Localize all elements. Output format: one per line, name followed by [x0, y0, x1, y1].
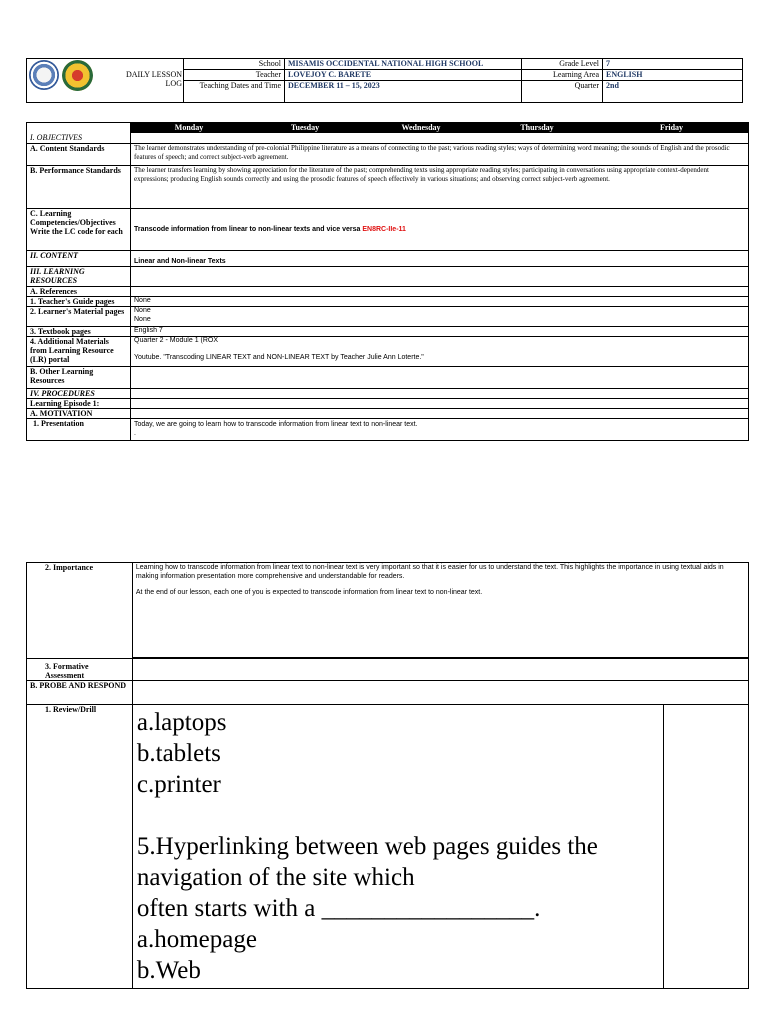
drill-line: often starts with a _________________.	[136, 895, 541, 922]
content-heading: II. CONTENT	[27, 251, 131, 267]
area-value: ENGLISH	[603, 70, 743, 81]
area-label: Learning Area	[522, 70, 603, 81]
drill-line: a.laptops	[136, 709, 227, 736]
additional-value-1: Quarter 2 - Module 1 (ROX	[134, 337, 219, 344]
dates-label: Teaching Dates and Time	[184, 81, 285, 103]
episode-label: Learning Episode 1:	[27, 399, 131, 409]
additional-values	[131, 337, 749, 367]
probe-label: B. PROBE AND RESPOND	[27, 681, 133, 705]
drill-cell	[132, 705, 663, 989]
grade-label: Grade Level	[522, 59, 603, 70]
dates-value: DECEMBER 11 – 15, 2023	[285, 81, 522, 103]
objectives-heading: I. OBJECTIVES	[27, 133, 131, 144]
textbook-pages-label: 3. Textbook pages	[27, 327, 131, 337]
tg-value: None	[131, 297, 749, 307]
drill-line	[137, 800, 659, 831]
motivation-label: A. MOTIVATION	[27, 409, 131, 419]
title-cell	[27, 59, 184, 103]
content-text: Linear and Non-linear Texts	[131, 251, 749, 267]
school-label: School	[184, 59, 285, 70]
drill-line: b.tablets	[136, 740, 221, 767]
drill-line: navigation of the site which	[136, 864, 415, 891]
days-header	[131, 123, 749, 133]
lm-values	[131, 307, 749, 327]
school-value: MISAMIS OCCIDENTAL NATIONAL HIGH SCHOOL	[285, 59, 522, 70]
day-friday: Friday	[659, 123, 684, 132]
lesson-table-continued	[26, 562, 749, 989]
day-wednesday: Wednesday	[401, 123, 441, 132]
textbook-value: English 7	[131, 327, 749, 337]
importance-text-1: Learning how to transcode information from linear text to non-linear text is very important so that it is easier for us to understand the text. This highlights the importance in using textual aids in making information presentation more comprehensive and understandable for readers.	[135, 564, 724, 580]
content-standards-label: A. Content Standards	[27, 144, 131, 166]
presentation-dot: .	[134, 429, 136, 437]
presentation-label: 1. Presentation	[27, 419, 131, 441]
quarter-value: 2nd	[603, 81, 743, 103]
competencies-cell	[131, 209, 749, 251]
importance-cell	[132, 563, 748, 658]
performance-standards-label: B. Performance Standards	[27, 166, 131, 209]
lm-value-2: None	[134, 315, 151, 323]
review-label: 1. Review/Drill	[27, 705, 133, 989]
lm-value-1: None	[134, 307, 151, 314]
procedures-heading: IV. PROCEDURES	[27, 389, 131, 399]
competencies-label: C. Learning Competencies/Objectives Write the LC code for each	[27, 209, 131, 251]
presentation-cell	[131, 419, 749, 441]
formative-label: 3. Formative Assessment	[27, 659, 133, 681]
tg-pages-label: 1. Teacher's Guide pages	[27, 297, 131, 307]
performance-standards-text: The learner transfers learning by showing appreciation for the literature of the past; comprehending texts using appropriate reading styles; participating in conversations using appropriate context-dependent expressions; producing English sounds correctly and using the prosodic features of speech effectively in various situations; and observing correct subject-verb agreement.	[131, 166, 749, 209]
drill-line: a.homepage	[136, 926, 257, 953]
quarter-label: Quarter	[522, 81, 603, 103]
additional-materials-label: 4. Additional Materials from Learning Resource (LR) portal	[27, 337, 131, 367]
lm-pages-label: 2. Learner's Material pages	[27, 307, 131, 327]
page-title: DAILY LESSON LOG	[125, 70, 182, 88]
importance-text-2: At the end of our lesson, each one of you is expected to transcode information from linear text to non-linear text.	[135, 589, 483, 596]
other-resources-label: B. Other Learning Resources	[27, 367, 131, 389]
learning-resources-heading: III. LEARNING RESOURCES	[27, 267, 131, 287]
grade-value: 7	[603, 59, 743, 70]
drill-line: c.printer	[136, 771, 221, 798]
day-tuesday: Tuesday	[290, 123, 320, 132]
teacher-label: Teacher	[184, 70, 285, 81]
header-table	[26, 58, 743, 103]
drill-line: b.Web	[136, 957, 201, 984]
day-thursday: Thursday	[520, 123, 554, 132]
drill-line: 5.Hyperlinking between web pages guides the	[136, 833, 598, 860]
competencies-code: EN8RC-IIe-11	[362, 226, 406, 233]
presentation-text: Today, we are going to learn how to transcode information from linear text to non-linear text.	[134, 421, 418, 428]
day-monday: Monday	[174, 123, 204, 132]
importance-label: 2. Importance	[27, 563, 133, 658]
teacher-value: LOVEJOY C. BARETE	[285, 70, 522, 81]
additional-value-2: Youtube. "Transcoding LINEAR TEXT and NON-LINEAR TEXT by Teacher Julie Ann Loterte."	[134, 353, 424, 361]
competencies-text: Transcode information from linear to non-linear texts and vice versa	[134, 226, 361, 233]
lesson-table	[26, 122, 749, 441]
references-label: A. References	[27, 287, 131, 297]
content-standards-text: The learner demonstrates understanding of pre-colonial Philippine literature as a means of connecting to the past; various reading styles; ways of determining word meaning; the sounds of English and the prosodic features of speech; and correct subject-verb agreement.	[131, 144, 749, 166]
